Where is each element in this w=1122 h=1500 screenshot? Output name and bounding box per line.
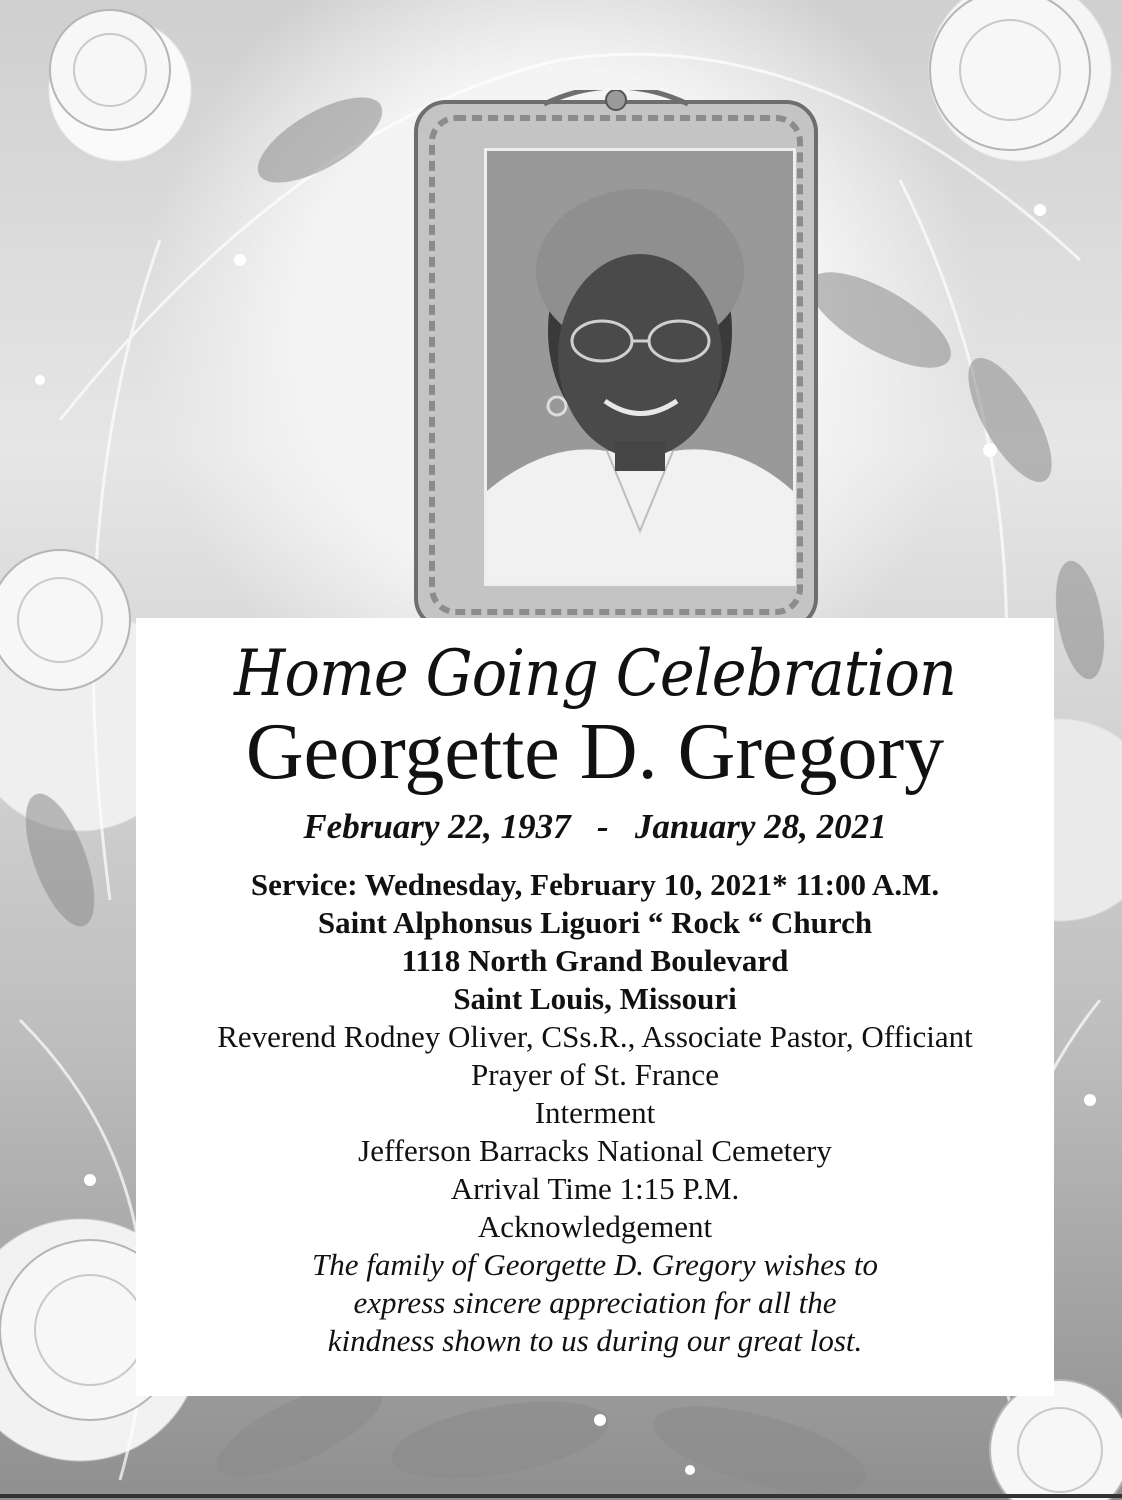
acknowledgement bbox=[136, 1208, 1054, 1360]
script-title: Home Going Celebration bbox=[234, 637, 956, 711]
church-address: 1118 North Grand Boulevard bbox=[401, 943, 789, 978]
officiant: Reverend Rodney Oliver, CSs.R., Associate Pastor, Officiant bbox=[217, 1019, 973, 1054]
arrival-time: Arrival Time 1:15 P.M. bbox=[450, 1171, 740, 1206]
prayer: Prayer of St. France bbox=[471, 1057, 719, 1092]
service-when: Service: Wednesday, February 10, 2021* 11:00 A.M. bbox=[250, 867, 940, 902]
interment-details bbox=[136, 1094, 1054, 1208]
acknowledgement-line: express sincere appreciation for all the bbox=[353, 1285, 837, 1320]
life-dates: February 22, 1937 - January 28, 2021 bbox=[303, 807, 887, 846]
acknowledgement-line: kindness shown to us during our great lost. bbox=[327, 1323, 863, 1358]
deceased-name: Georgette D. Gregory bbox=[245, 708, 945, 796]
interment-heading: Interment bbox=[534, 1095, 656, 1130]
service-card bbox=[136, 618, 1054, 1396]
portrait-photo bbox=[484, 148, 796, 586]
acknowledgement-line: The family of Georgette D. Gregory wishes to bbox=[312, 1247, 878, 1282]
service-details bbox=[136, 866, 1054, 1094]
cemetery-name: Jefferson Barracks National Cemetery bbox=[358, 1133, 832, 1168]
church-name: Saint Alphonsus Liguori “ Rock “ Church bbox=[317, 905, 873, 940]
acknowledgement-heading: Acknowledgement bbox=[477, 1209, 713, 1244]
portrait-icon bbox=[487, 151, 793, 583]
church-city: Saint Louis, Missouri bbox=[453, 981, 737, 1016]
